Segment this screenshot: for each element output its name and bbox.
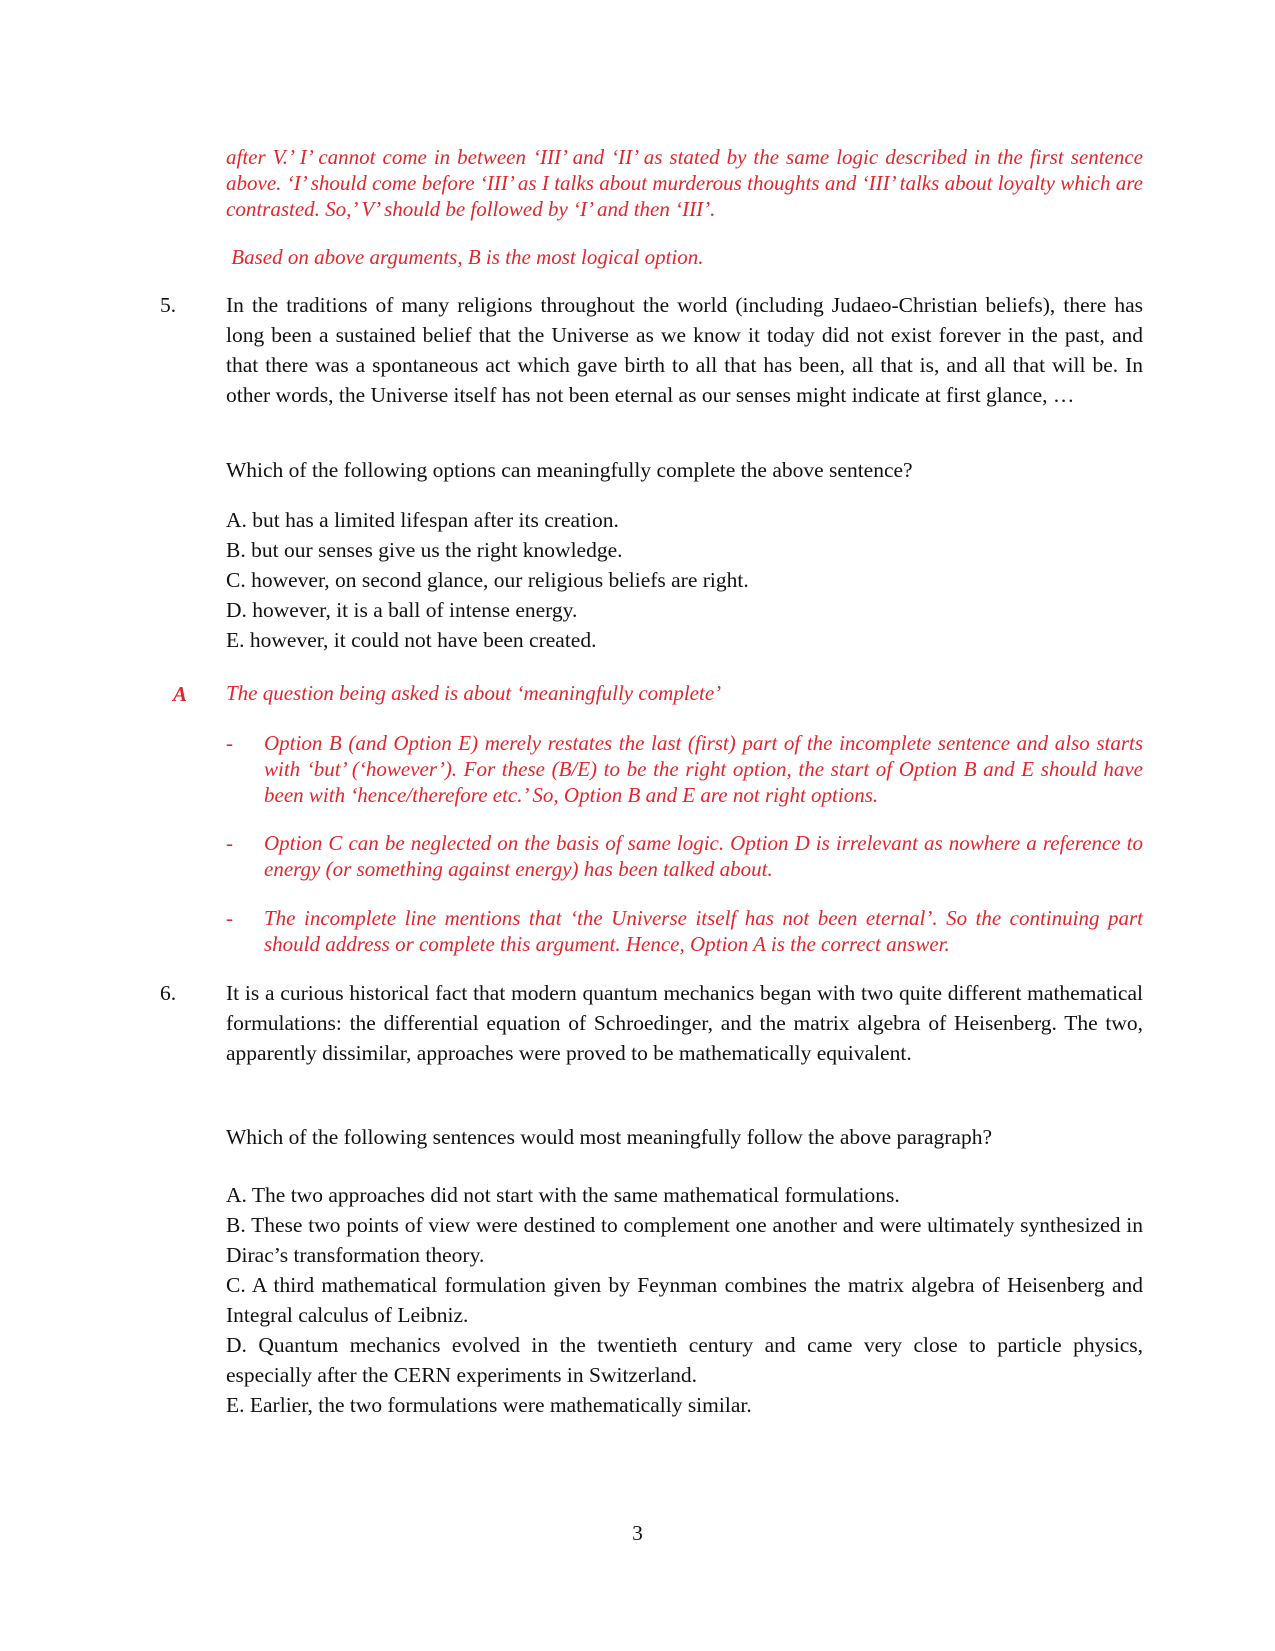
page-number: 3 bbox=[632, 1521, 643, 1545]
question-6-number: 6. bbox=[160, 981, 177, 1005]
question-5-option-e: E. however, it could not have been created. bbox=[226, 628, 597, 652]
question-5-answer-letter: A bbox=[173, 682, 188, 706]
question-5-answer-intro: The question being asked is about ‘meaningfully complete’ bbox=[226, 681, 722, 705]
question-6-option-e: E. Earlier, the two formulations were mathematically similar. bbox=[226, 1393, 752, 1417]
question-5-number: 5. bbox=[160, 293, 177, 317]
bullet-marker: - bbox=[226, 831, 233, 855]
question-6-options bbox=[226, 1180, 1143, 1420]
question-6-passage: It is a curious historical fact that modern quantum mechanics began with two quite different mathematical formulations: the differential equation of Schroedinger, and the matrix algebra of Heisenberg. The two, apparently dissimilar, approaches were proved to be mathematically equivalent. bbox=[226, 981, 1143, 1065]
question-5-options bbox=[226, 505, 1143, 655]
carryover-explanation: after V.’ I’ cannot come in between ‘III’ and ‘II’ as stated by the same logic described in the first sentence above. ‘I’ should come before ‘III’ as I talks about murderous thoughts and ‘III’ talks about loyalty which are contrasted. So,’ V’ should be followed by ‘I’ and then ‘III’. bbox=[226, 145, 1143, 221]
carryover-conclusion: Based on above arguments, B is the most logical option. bbox=[226, 245, 704, 269]
question-6-option-d: D. Quantum mechanics evolved in the twentieth century and came very close to particle physics, especially after the CERN experiments in Switzerland. bbox=[226, 1333, 1143, 1387]
question-5-option-c: C. however, on second glance, our religious beliefs are right. bbox=[226, 568, 749, 592]
question-6-prompt: Which of the following sentences would most meaningfully follow the above paragraph? bbox=[226, 1125, 993, 1149]
question-5-answer-point-3: The incomplete line mentions that ‘the Universe itself has not been eternal’. So the continuing part should address or complete this argument. Hence, Option A is the correct answer. bbox=[264, 906, 1143, 956]
question-5-answer-point-2: Option C can be neglected on the basis of same logic. Option D is irrelevant as nowhere a reference to energy (or something against energy) has been talked about. bbox=[264, 831, 1143, 881]
question-5-option-d: D. however, it is a ball of intense energy. bbox=[226, 598, 578, 622]
question-5-option-b: B. but our senses give us the right knowledge. bbox=[226, 538, 623, 562]
bullet-marker: - bbox=[226, 731, 233, 755]
question-5-prompt: Which of the following options can meaningfully complete the above sentence? bbox=[226, 458, 913, 482]
question-5-answer-point-1: Option B (and Option E) merely restates the last (first) part of the incomplete sentence and also starts with ‘but’ (‘however’). For these (B/E) to be the right option, the start of Option B and E should have been with ‘hence/therefore etc.’ So, Option B and E are not right options. bbox=[264, 731, 1143, 807]
question-5-passage: In the traditions of many religions throughout the world (including Judaeo-Christian beliefs), there has long been a sustained belief that the Universe as we know it today did not exist forever in the past, and that there was a spontaneous act which gave birth to all that has been, all that is, and all that will be. In other words, the Universe itself has not been eternal as our senses might indicate at first glance, … bbox=[226, 293, 1143, 407]
question-6-option-c: C. A third mathematical formulation given by Feynman combines the matrix algebra of Heisenberg and Integral calculus of Leibniz. bbox=[226, 1273, 1143, 1327]
question-5-option-a: A. but has a limited lifespan after its creation. bbox=[226, 508, 619, 532]
question-6-option-a: A. The two approaches did not start with the same mathematical formulations. bbox=[226, 1183, 900, 1207]
question-6-option-b: B. These two points of view were destined to complement one another and were ultimately synthesized in Dirac’s transformation theory. bbox=[226, 1213, 1143, 1267]
bullet-marker: - bbox=[226, 906, 233, 930]
